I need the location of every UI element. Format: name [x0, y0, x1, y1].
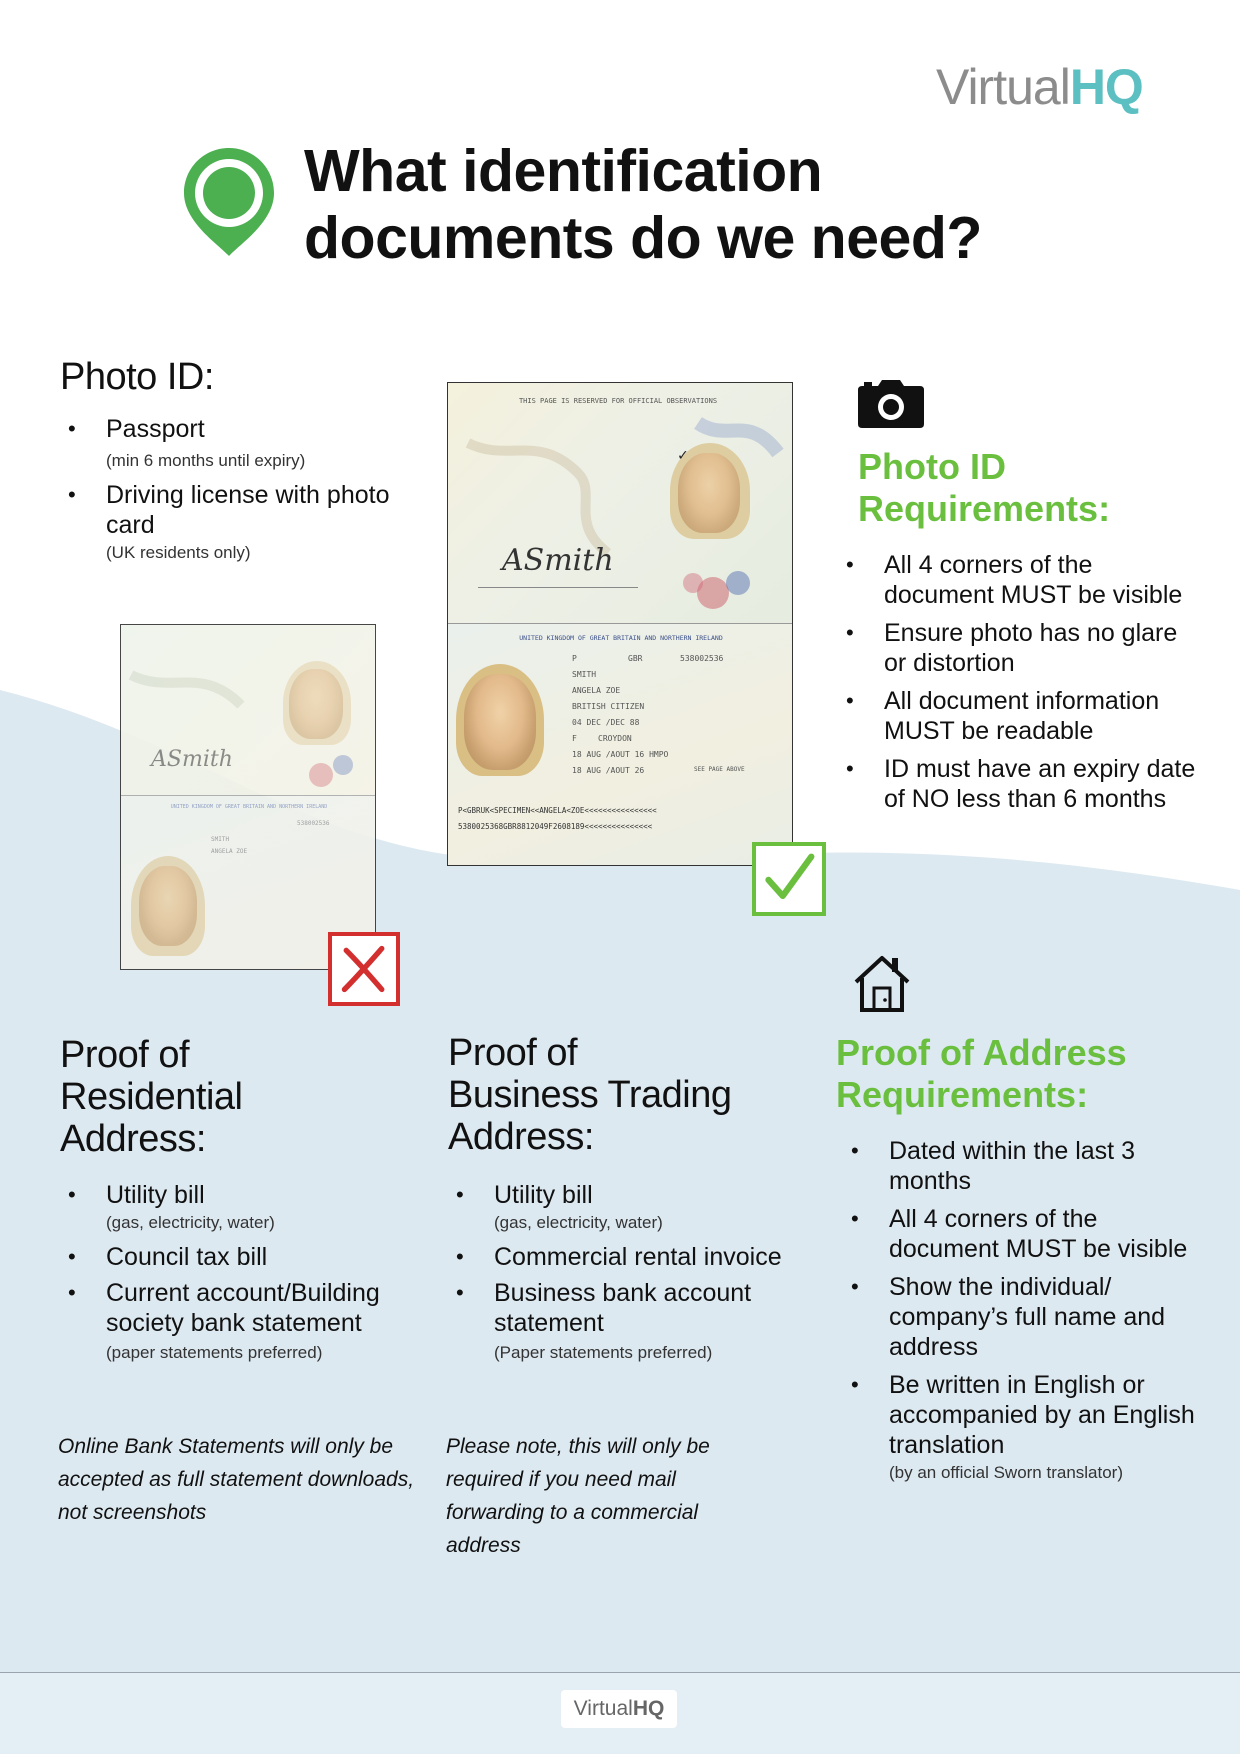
business-address-list: [448, 1180, 808, 1372]
list-item: [448, 1278, 808, 1366]
house-icon: [850, 952, 914, 1014]
address-requirements-list: [843, 1136, 1203, 1494]
list-item-label: Business bank account statement: [494, 1279, 752, 1337]
list-item-label: Utility bill: [494, 1181, 593, 1209]
list-item: [843, 1204, 1203, 1264]
photo-id-list: [60, 414, 430, 572]
business-heading-line-3: Address:: [448, 1116, 594, 1158]
camera-icon: [856, 378, 926, 430]
list-item-label: Be written in English or accompanied by an English translation: [889, 1371, 1195, 1459]
passport-issued: 18 AUG /AOUT 16 HMPO: [572, 750, 669, 759]
correct-check-icon: [752, 842, 826, 916]
faded-photo-face: [289, 669, 343, 739]
list-item-label: Utility bill: [106, 1181, 205, 1209]
page-title-line-2: documents do we need?: [304, 205, 982, 271]
ghost-photo-face: [678, 453, 740, 533]
business-heading-line-2: Business Trading: [448, 1074, 732, 1116]
list-item-note: (UK residents only): [106, 543, 251, 562]
passport-sample-incorrect: [120, 624, 376, 970]
photo-id-heading: Photo ID:: [60, 356, 214, 398]
business-address-heading: [448, 1032, 788, 1158]
passport-country: UNITED KINGDOM OF GREAT BRITAIN AND NORTHERN IRELAND: [519, 634, 723, 642]
list-item: [60, 480, 430, 566]
photo-requirements-heading-line-1: Photo ID: [858, 446, 1006, 487]
faded-upper-page: [121, 625, 375, 795]
passport-signature: ASmith: [502, 543, 614, 578]
incorrect-cross-icon: [328, 932, 400, 1006]
passport-number: 538002536: [680, 654, 724, 663]
list-item: [448, 1180, 808, 1236]
passport-sex: F: [572, 734, 577, 743]
footer-divider: [0, 1672, 1240, 1673]
list-item: [843, 1370, 1203, 1486]
small-check-icon: ✓: [678, 445, 688, 464]
list-item-note: (gas, electricity, water): [106, 1213, 275, 1232]
passport-nationality: BRITISH CITIZEN: [572, 702, 645, 711]
address-requirements-heading: [836, 1032, 1196, 1116]
faded-number: 538002536: [297, 820, 330, 827]
logo-hq-text: HQ: [1069, 59, 1143, 115]
list-item-label: Driving license with photo card: [106, 481, 390, 539]
passport-dob: 04 DEC /DEC 88: [572, 718, 640, 727]
list-item: [448, 1242, 808, 1272]
passport-code: GBR: [628, 654, 643, 663]
residential-heading-line-1: Proof of: [60, 1034, 190, 1076]
list-item-note: (gas, electricity, water): [494, 1213, 663, 1232]
list-item-note: (by an official Sworn translator): [889, 1463, 1124, 1482]
residential-note: Online Bank Statements will only be accepted as full statement downloads, not screenshots: [58, 1435, 415, 1524]
passport-given-names: ANGELA ZOE: [572, 686, 621, 695]
passport-data-page: [448, 623, 792, 866]
business-heading-line-1: Proof of: [448, 1032, 578, 1074]
list-item: [60, 1180, 430, 1236]
list-item-note: (Paper statements preferred): [494, 1343, 713, 1362]
list-item-label: Dated within the last 3 months: [889, 1137, 1135, 1195]
list-item: • ID must have an expiry date of NO less than 6 months: [838, 754, 1198, 814]
list-item-label: All 4 corners of the document MUST be visible: [889, 1205, 1188, 1263]
list-item-note: (min 6 months until expiry): [106, 451, 306, 470]
list-item: [60, 414, 430, 474]
list-item: [843, 1272, 1203, 1362]
list-item: [60, 1278, 430, 1366]
passport-sample-correct: [447, 382, 793, 866]
footer-logo-virtual: Virtual: [573, 1697, 633, 1720]
list-item: • Ensure photo has no glare or distortion: [838, 618, 1198, 678]
list-item: [843, 1136, 1203, 1196]
residential-heading-line-3: Address:: [60, 1118, 206, 1160]
residential-address-heading: [60, 1034, 390, 1160]
page-title: [304, 138, 1064, 272]
faded-given-names: ANGELA ZOE: [211, 848, 248, 855]
passport-mrz-line-1: P<GBRUK<SPECIMEN<<ANGELA<ZOE<<<<<<<<<<<<<<<<: [458, 806, 657, 815]
logo-virtual-text: Virtual: [936, 59, 1070, 115]
signature-line: [478, 587, 638, 588]
photo-requirements-heading-line-2: Requirements:: [858, 488, 1111, 529]
photo-requirements-heading: [858, 446, 1218, 530]
list-item: [60, 1242, 430, 1272]
passport-upper-page: [448, 383, 792, 623]
passport-see-page: SEE PAGE ABOVE: [694, 766, 745, 773]
passport-type: P: [572, 654, 577, 663]
page-title-line-1: What identification: [304, 138, 823, 204]
list-item: • All document information MUST be readable: [838, 686, 1198, 746]
list-item: • All 4 corners of the document MUST be visible: [838, 550, 1198, 610]
passport-place: CROYDON: [598, 734, 632, 743]
list-item-label: Council tax bill: [106, 1243, 268, 1271]
passport-photo-face: [464, 674, 536, 770]
faded-country: UNITED KINGDOM OF GREAT BRITAIN AND NORTHERN IRELAND: [170, 804, 328, 810]
location-pin-icon: [180, 144, 278, 260]
address-requirements-heading-line-2: Requirements:: [836, 1074, 1089, 1115]
passport-expiry: 18 AUG /AOUT 26: [572, 766, 645, 775]
faded-signature: ASmith: [151, 747, 233, 772]
list-item-note: (paper statements preferred): [106, 1343, 323, 1362]
faded-surname: SMITH: [211, 836, 230, 843]
business-note: Please note, this will only be required if you need mail forwarding to a commercial address: [446, 1435, 710, 1557]
virtualhq-logo: [936, 58, 1143, 116]
list-item-label: Current account/Building society bank statement: [106, 1279, 380, 1337]
faded-data-photo-face: [139, 866, 197, 946]
footer-logo: [561, 1690, 677, 1728]
passport-mrz-line-2: 5380025368GBR8812049F2608189<<<<<<<<<<<<<<<: [458, 822, 653, 831]
residential-heading-line-2: Residential: [60, 1076, 243, 1118]
list-item-label: Commercial rental invoice: [494, 1243, 782, 1271]
passport-surname: SMITH: [572, 670, 597, 679]
list-item-label: Show the individual/ company’s full name and address: [889, 1273, 1166, 1361]
address-requirements-heading-line-1: Proof of Address: [836, 1032, 1127, 1073]
list-item-label: Passport: [106, 415, 205, 443]
residential-address-list: [60, 1180, 430, 1372]
photo-requirements-list: [838, 550, 1198, 822]
footer-logo-hq: HQ: [632, 1697, 665, 1720]
passport-header-text: THIS PAGE IS RESERVED FOR OFFICIAL OBSERVATIONS: [518, 397, 718, 405]
